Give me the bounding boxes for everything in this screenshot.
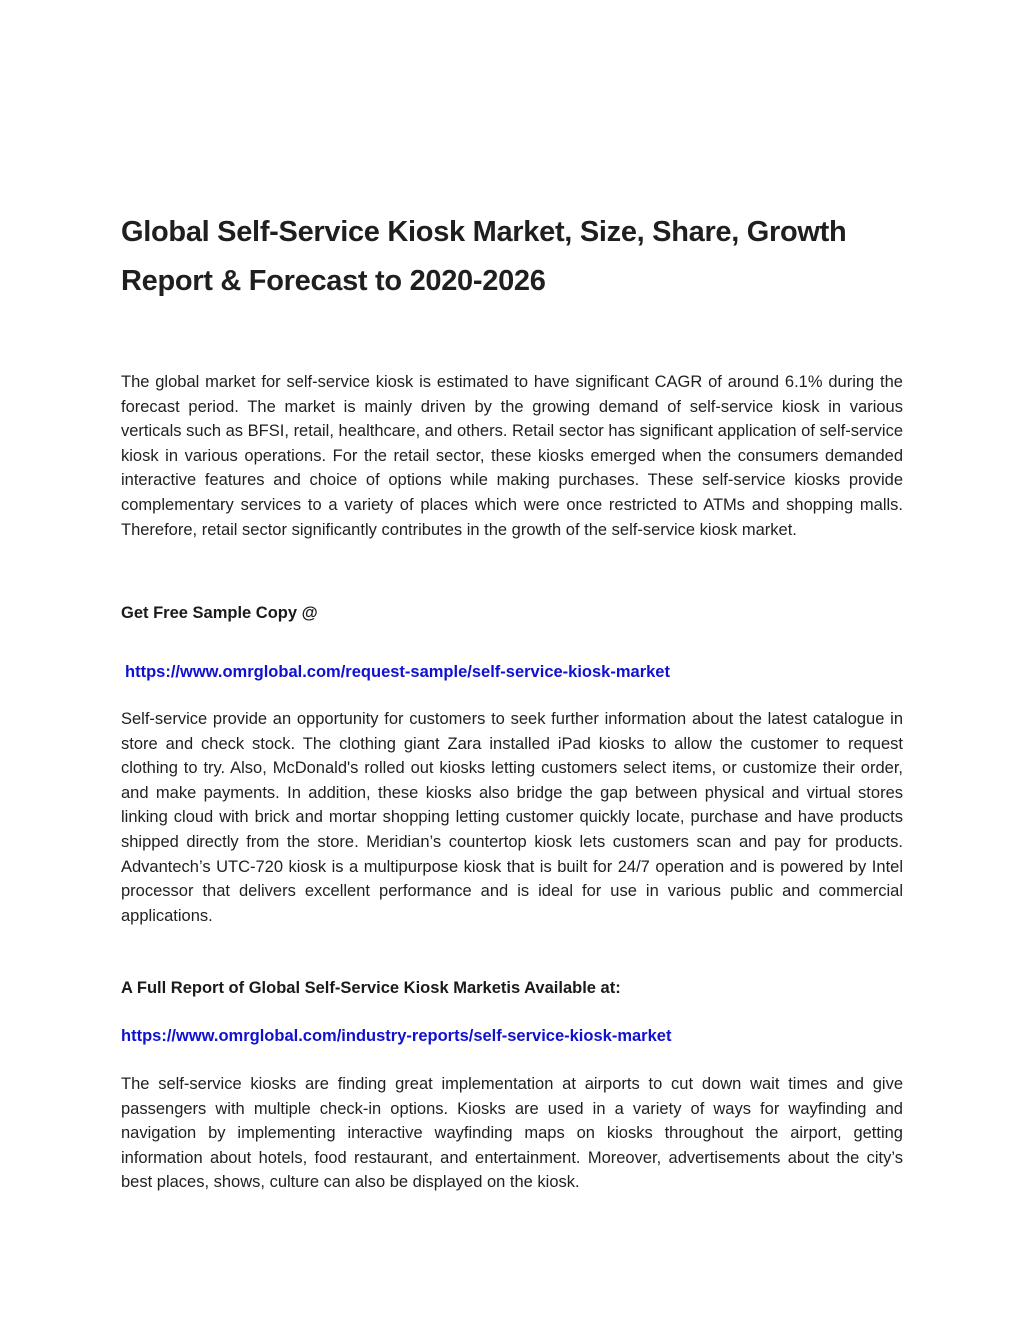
full-report-link[interactable]: https://www.omrglobal.com/industry-reports/self-service-kiosk-market <box>121 1027 672 1045</box>
details-paragraph: Self-service provide an opportunity for customers to seek further information about the latest catalogue in store and check stock. The clothing giant Zara installed iPad kiosks to allow the customer to request clothing to try. Also, McDonald's rolled out kiosks letting customers select items, or customize their order, and make payments. In addition, these kiosks also bridge the gap between physical and virtual stores linking cloud with brick and mortar shopping letting customer quickly locate, purchase and have products shipped directly from the store. Meridian’s countertop kiosk lets customers scan and pay for products. Advantech’s UTC-720 kiosk is a multipurpose kiosk that is built for 24/7 operation and is powered by Intel processor that delivers excellent performance and is ideal for use in various public and commercial applications. <box>121 710 903 925</box>
airports-paragraph: The self-service kiosks are finding great implementation at airports to cut down wait times and give passengers with multiple check-in options. Kiosks are used in a variety of ways for wayfinding and navigation by implementing interactive wayfinding maps on kiosks throughout the airport, getting information about hotels, food restaurant, and entertainment. Moreover, advertisements about the city’s best places, shows, culture can also be displayed on the kiosk. <box>121 1075 903 1192</box>
intro-paragraph: The global market for self-service kiosk is estimated to have significant CAGR of around 6.1% during the forecast period. The market is mainly driven by the growing demand of self-service kiosk in various verticals such as BFSI, retail, healthcare, and others. Retail sector has significant application of self-service kiosk in various operations. For the retail sector, these kiosks emerged when the consumers demanded interactive features and choice of options while making purchases. These self-service kiosks provide complementary services to a variety of places which were once restricted to ATMs and shopping malls. Therefore, retail sector significantly contributes in the growth of the self-service kiosk market. <box>121 373 903 539</box>
full-report-label: A Full Report of Global Self-Service Kiosk Marketis Available at: <box>121 979 621 997</box>
sample-copy-label: Get Free Sample Copy @ <box>121 604 318 622</box>
sample-copy-link[interactable]: https://www.omrglobal.com/request-sample/self-service-kiosk-market <box>125 663 670 681</box>
document-title: Global Self-Service Kiosk Market, Size, Share, Growth Report & Forecast to 2020-2026 <box>121 216 847 297</box>
